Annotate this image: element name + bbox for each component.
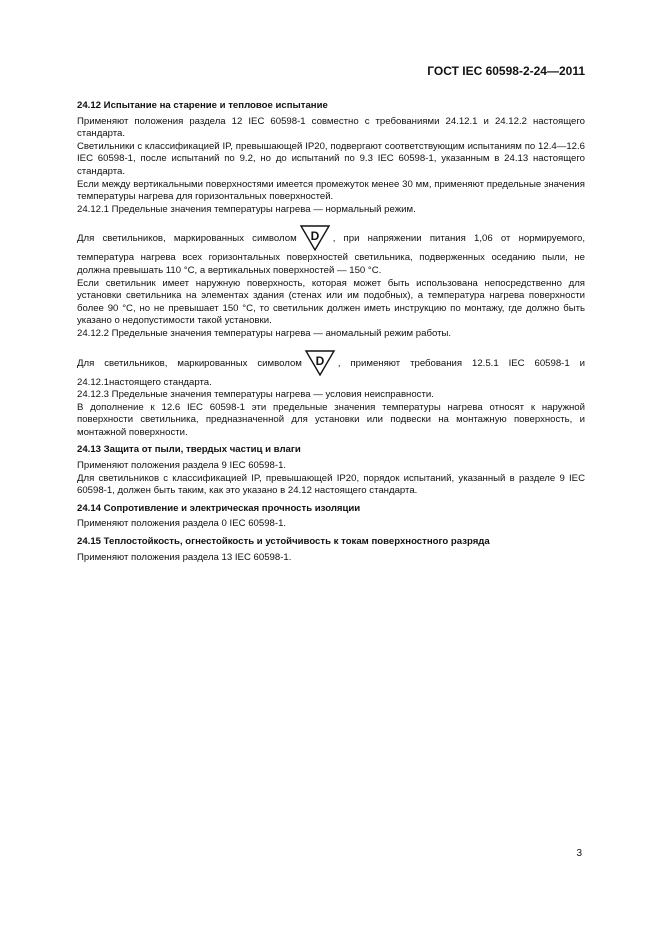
text-after-symbol: , применяют требования 12.5.1 IEC 60598-1 и 24.12.1настоящего стандарта. xyxy=(77,357,585,388)
section-heading-24-14: 24.14 Сопротивление и электрическая прочность изоляции xyxy=(77,502,361,514)
text-after-symbol: , при напряжении питания 1,06 от нормируемого, температура нагрева всех горизонтальных поверхностей светильника, подверженных оседанию пыли, не должна превышать 110 °C, а вертикальных поверхностей — 150 °C. xyxy=(77,233,586,276)
text-before-symbol: Для светильников, маркированных символом xyxy=(77,357,302,369)
paragraph: Применяют положения раздела 12 IEC 60598-1 совместно с требованиями 24.12.1 и 24.12.2 настоящего стандарта. xyxy=(77,115,585,140)
symbol-letter: D xyxy=(310,229,320,244)
text-before-symbol: Для светильников, маркированных символом xyxy=(77,233,297,245)
section-heading-24-12: 24.12 Испытание на старение и тепловое испытание xyxy=(77,100,328,111)
subclause-24-12-1: 24.12.1 Предельные значения температуры нагрева — нормальный режим. xyxy=(77,203,416,215)
paragraph-with-symbol xyxy=(77,224,585,277)
document-code: ГОСТ IEC 60598-2-24—2011 xyxy=(427,64,585,78)
dust-marking-triangle-icon xyxy=(304,349,336,377)
paragraph: Применяют положения раздела 9 IEC 60598-1. xyxy=(77,460,287,472)
paragraph: Если светильник имеет наружную поверхность, которая может быть использована непосредственно для установки светильника на элементах здания (стенах или им подобных), а температура нагрева поверхности более 90 °C, но не превышает 150 °C, то светильник должен иметь инструкцию по монтажу, где должно быть указано о недопустимости такой установки. xyxy=(77,277,585,327)
subclause-24-12-2: 24.12.2 Предельные значения температуры нагрева — аномальный режим работы. xyxy=(77,327,452,339)
section-heading-24-13: 24.13 Защита от пыли, твердых частиц и влаги xyxy=(77,444,301,456)
page-number: 3 xyxy=(576,848,582,859)
paragraph-with-symbol xyxy=(77,349,585,390)
paragraph: Применяют положения раздела 0 IEC 60598-1. xyxy=(77,518,287,530)
paragraph: Применяют положения раздела 13 IEC 60598-1. xyxy=(77,551,292,563)
paragraph: Светильники с классификацией IP, превышающей IP20, подвергают соответствующим испытаниям по 12.4—12.6 IEC 60598-1, после испытаний по 9.2, но до испытаний по 9.3 IEC 60598-1, указанным в 24.13 настоящего стандарта. xyxy=(77,140,585,177)
paragraph: В дополнение к 12.6 IEC 60598-1 эти предельные значения температуры нагрева относят к наружной поверхности светильника, предназначенной для установки или подвески на монтажную поверхность, и монтажной поверхности. xyxy=(77,401,585,438)
paragraph: Для светильников с классификацией IP, превышающей IP20, порядок испытаний, указанный в разделе 9 IEC 60598-1, должен быть таким, как это указано в 24.12 настоящего стандарта. xyxy=(77,472,585,497)
document-body xyxy=(77,95,585,564)
subclause-24-12-3: 24.12.3 Предельные значения температуры нагрева — условия неисправности. xyxy=(77,389,434,401)
symbol-letter: D xyxy=(315,353,325,368)
section-heading-24-15: 24.15 Теплостойкость, огнестойкость и устойчивость к токам поверхностного разряда xyxy=(77,536,490,548)
paragraph: Если между вертикальными поверхностями имеется промежуток менее 30 мм, применяют предельные значения температуры нагрева для горизонтальных поверхностей. xyxy=(77,178,585,203)
dust-marking-triangle-icon xyxy=(299,224,331,252)
